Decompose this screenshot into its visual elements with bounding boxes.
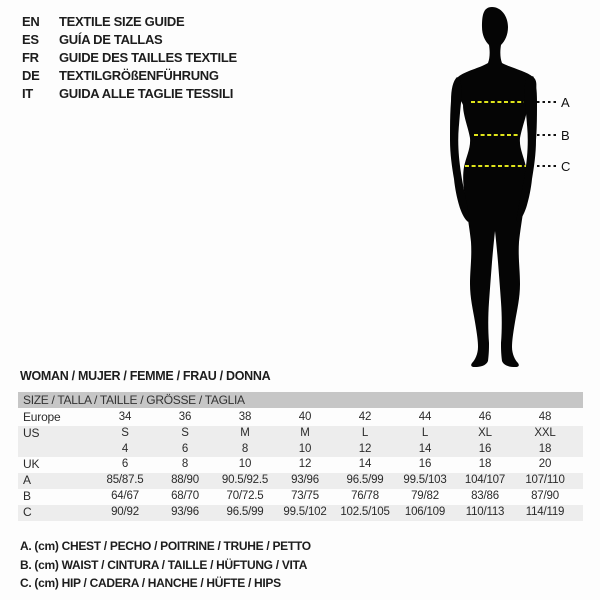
table-cell: 18 xyxy=(538,442,552,455)
table-cell: XL xyxy=(478,426,492,439)
legend-line: C. (cm) HIP / CADERA / HANCHE / HÜFTE / HIPS xyxy=(20,576,281,591)
table-cell: 99.5/103 xyxy=(403,474,447,487)
table-cell: 110/113 xyxy=(465,505,505,518)
language-row xyxy=(22,67,237,85)
language-label: GUIDA ALLE TAGLIE TESSILI xyxy=(59,86,234,101)
table-cell: 90.5/92.5 xyxy=(221,474,269,487)
row-label: US xyxy=(23,425,40,440)
row-label: C xyxy=(23,504,32,519)
marker-label-b: B xyxy=(561,128,570,143)
table-cell: 79/82 xyxy=(411,489,439,502)
table-cell: L xyxy=(421,426,429,439)
table-cell: 64/67 xyxy=(111,489,139,502)
measurement-figure xyxy=(430,0,600,380)
table-row xyxy=(18,489,583,505)
table-cell: 46 xyxy=(478,411,492,423)
language-list xyxy=(22,13,237,103)
table-cell: 8 xyxy=(241,442,249,455)
table-cell: M xyxy=(240,426,250,439)
table-cell: 106/109 xyxy=(404,505,446,518)
language-row xyxy=(22,31,237,49)
table-cell: 88/90 xyxy=(171,474,199,487)
table-cell: 70/72.5 xyxy=(226,489,264,502)
table-cell: L xyxy=(361,426,369,439)
table-cell: 8 xyxy=(181,458,189,471)
legend xyxy=(20,537,311,593)
table-cell: 102.5/105 xyxy=(340,505,390,518)
language-label: GUÍA DE TALLAS xyxy=(59,32,163,47)
table-cell: 18 xyxy=(478,458,492,471)
row-label xyxy=(18,442,95,458)
table-cell: 14 xyxy=(358,458,372,471)
table-cell: 12 xyxy=(298,458,312,471)
table-cell: 76/78 xyxy=(351,489,379,502)
marker-label-c: C xyxy=(561,159,571,174)
language-code: FR xyxy=(22,50,39,65)
table-cell: S xyxy=(181,426,189,439)
table-row xyxy=(18,442,583,458)
table-cell: 114/119 xyxy=(525,505,565,518)
language-label: TEXTILGRÖßENFÜHRUNG xyxy=(59,68,219,83)
table-cell: 87/90 xyxy=(531,489,559,502)
table-cell: 68/70 xyxy=(171,489,199,502)
language-code: IT xyxy=(22,86,33,101)
language-row xyxy=(22,85,237,103)
table-cell: 40 xyxy=(298,411,312,423)
table-cell: S xyxy=(121,426,129,439)
table-cell: 85/87.5 xyxy=(106,474,144,487)
table-header: SIZE / TALLA / TAILLE / GRÖSSE / TAGLIA xyxy=(18,392,583,408)
row-label: A xyxy=(23,473,31,488)
table-cell: XXL xyxy=(534,426,556,439)
row-label: B xyxy=(23,488,31,503)
table-cell: 48 xyxy=(538,411,552,423)
table-cell: 34 xyxy=(118,411,132,423)
legend-line: B. (cm) WAIST / CINTURA / TAILLE / HÜFTUNG / VITA xyxy=(20,557,308,572)
table-cell: 10 xyxy=(238,458,252,471)
table-rows xyxy=(18,410,583,521)
table-cell: 99.5/102 xyxy=(283,505,327,518)
table-cell: 16 xyxy=(478,442,492,455)
table-cell: 42 xyxy=(358,411,372,423)
table-row xyxy=(18,457,583,473)
table-cell: 38 xyxy=(238,411,252,423)
table-row xyxy=(18,505,583,521)
section-heading: WOMAN / MUJER / FEMME / FRAU / DONNA xyxy=(20,369,271,383)
table-row xyxy=(18,473,583,489)
table-cell: 44 xyxy=(418,411,432,423)
marker-label-a: A xyxy=(561,95,570,110)
table-cell: 96.5/99 xyxy=(226,505,264,518)
table-row xyxy=(18,410,583,426)
table-cell: 96.5/99 xyxy=(346,474,384,487)
table-cell: 36 xyxy=(178,411,192,423)
table-cell: 20 xyxy=(538,458,552,471)
table-cell: 6 xyxy=(181,442,189,455)
table-cell: 12 xyxy=(358,442,372,455)
table-cell: 83/86 xyxy=(471,489,499,502)
table-cell: 93/96 xyxy=(291,474,319,487)
language-label: GUIDE DES TAILLES TEXTILE xyxy=(59,50,237,65)
table-cell: 6 xyxy=(121,458,129,471)
table-cell: 4 xyxy=(121,442,129,455)
language-row xyxy=(22,49,237,67)
table-cell: 107/110 xyxy=(525,474,565,487)
table-cell: 14 xyxy=(418,442,432,455)
language-code: DE xyxy=(22,68,40,83)
row-label: UK xyxy=(23,457,40,472)
table-cell: 16 xyxy=(418,458,432,471)
table-cell: 104/107 xyxy=(464,474,506,487)
table-cell: 73/75 xyxy=(291,489,319,502)
table-cell: 93/96 xyxy=(171,505,199,518)
language-code: ES xyxy=(22,32,39,47)
legend-line: A. (cm) CHEST / PECHO / POITRINE / TRUHE / PETTO xyxy=(20,539,311,553)
table-cell: M xyxy=(300,426,310,439)
language-row xyxy=(22,13,237,31)
language-label: TEXTILE SIZE GUIDE xyxy=(59,14,185,29)
language-code: EN xyxy=(22,14,40,29)
table-cell: 90/92 xyxy=(111,505,139,518)
row-label: Europe xyxy=(23,410,61,424)
woman-silhouette-figure xyxy=(430,0,600,380)
size-table xyxy=(18,392,583,521)
table-row xyxy=(18,426,583,442)
table-cell: 10 xyxy=(298,442,312,455)
